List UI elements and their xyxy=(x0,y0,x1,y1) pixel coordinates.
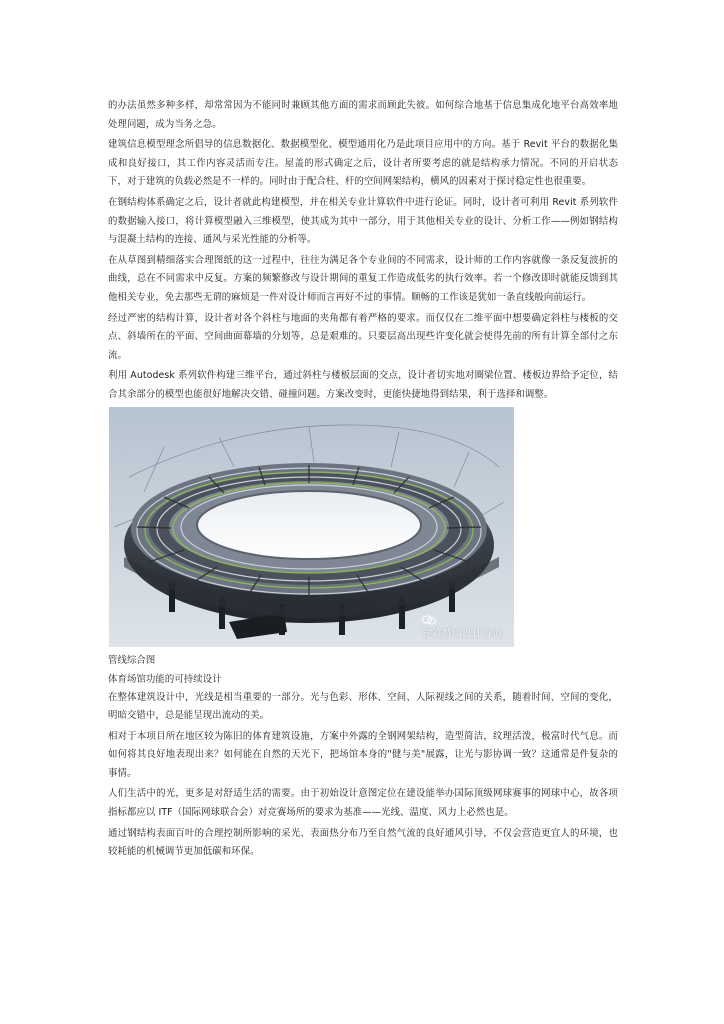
paragraph: 在从草图到精细落实合理图纸的这一过程中，往往为满足各个专业间的不同需求，设计师的工作内容就像一条反复波折的曲线，总在不同需求中反复。方案的频繁修改与设计期间的重复工作造成低劣的执行效率。若一个修改即时就能反馈到其他相关专业，免去那些无谓的麻烦是一件对设计师而言再好不过的事情。顺畅的工作该是犹如一条直线般向前运行。 xyxy=(108,254,618,303)
paragraph: 建筑信息模型理念所倡导的信息数据化、数据模型化、模型通用化乃是此项目应用中的方向。基于 Revit 平台的数据化集成和良好接口，其工作内容灵活而专注。屋盖的形式确定之后，设计者所要考虑的就是结构承力情况。不同的开启状态下，对于建筑的负载必然是不一样的。同时由于配合柱、杆的空间网架结构，横风的因素对于探讨稳定性也很重要。 xyxy=(108,139,618,188)
paragraph: 利用 Autodesk 系列软件构建三维平台，通过斜柱与楼板层面的交点，设计者切实地对圈梁位置、楼板边界给予定位，结合其余部分的模型也能很好地解决交错、碰撞问题。方案改变时，更能快捷地得到结果，利于选择和调整。 xyxy=(108,370,618,400)
paragraph: 的办法虽然多种多样，却常常因为不能同时兼顾其他方面的需求而顾此失彼。如何综合地基于信息集成化地平台高效率地处理问题，成为当务之急。 xyxy=(108,100,618,130)
paragraph: 在钢结构体系确定之后，设计者就此构建模型，并在相关专业计算软件中进行论证。同时，设计者可利用 Revit 系列软件的数据输入接口，将计算模型融入三维模型，使其成为其中一部分，用于其他相关专业的设计、分析工作——例如钢结构与混凝土结构的连接、通风与采光性能的分析等。 xyxy=(108,196,618,246)
article-body xyxy=(108,97,618,864)
steel-ring-render xyxy=(109,407,514,647)
pipeline-model-image xyxy=(109,407,514,647)
paragraph: 在整体建筑设计中，光线是相当重要的一部分。光与色彩、形体、空间、人际视线之间的关系，随着时间、空间的变化，明暗交错中，总是能呈现出流动的美。 xyxy=(108,691,618,722)
wechat-icon xyxy=(422,615,436,625)
paragraph: 经过严密的结构计算，设计者对各个斜柱与地面的夹角都有着严格的要求。而仅仅在二维平面中想要确定斜柱与楼板的交点、斜墙所在的平面、空间曲面幕墙的分划等，总是艰难的。只要层高出现些许变化就会使得先前的所有计算全部付之东流。 xyxy=(108,312,618,361)
paragraph: 相对于本项目所在地区较为陈旧的体育建筑设施，方案中外露的全钢网架结构，造型简洁，纹理活泼，极富时代气息。而如何将其良好地表现出来？如何能在自然的天光下，把场馆本身的"健与美"展露，让光与影协调一致？这通常是件复杂的事情。 xyxy=(108,730,618,779)
watermark-text: 建筑幕墙设计咨询 xyxy=(422,628,502,640)
section-heading: 体育场馆功能的可持续设计 xyxy=(108,673,222,685)
paragraph: 通过钢结构表面百叶的合理控制所影响的采光、表面热分布乃至自然气流的良好通风引导，不仅会营造更宜人的环境，也较耗能的机械调节更加低碳和环保。 xyxy=(108,827,618,858)
figure-caption: 管线综合图 xyxy=(108,654,156,666)
paragraph: 人们生活中的光，更多是对舒适生活的需要。由于初始设计意图定位在建设能举办国际顶级网球赛事的网球中心，故各项指标都应以 ITF（国际网球联合会）对竞赛场所的要求为基准——光线、温度、风力上必然也是。 xyxy=(108,788,618,819)
watermark xyxy=(422,615,502,640)
